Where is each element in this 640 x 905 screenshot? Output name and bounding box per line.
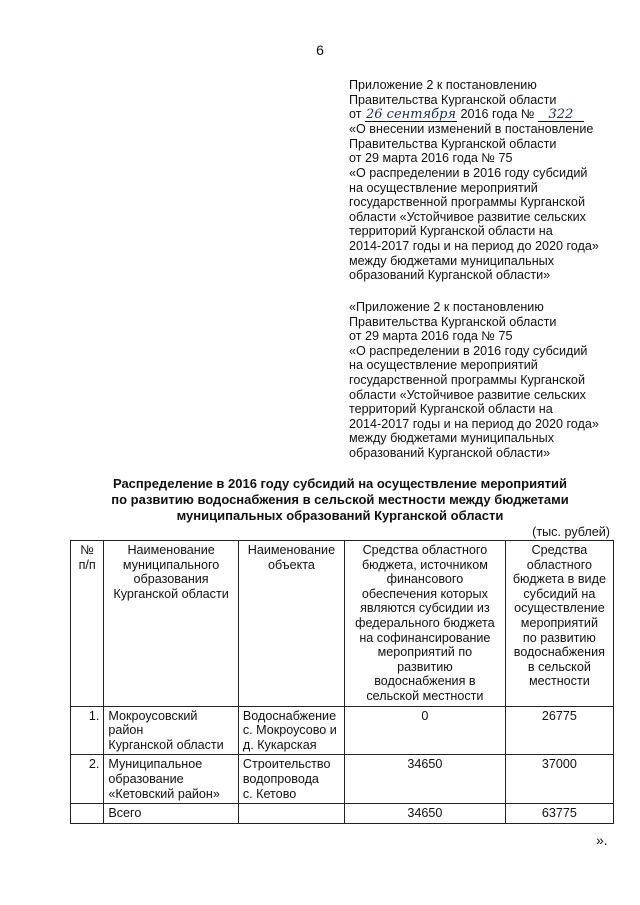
date-prefix: от: [349, 107, 362, 122]
cell-line: «Кетовский район»: [108, 786, 220, 801]
header-line: на софинансирование: [359, 630, 491, 645]
total-regional-value: 63775: [505, 804, 613, 824]
header-line: муниципального: [122, 557, 220, 572]
table-row: [71, 706, 614, 755]
heading-line: муниципальных образований Курганской области: [176, 508, 504, 523]
header-line: мероприятий по: [377, 645, 473, 660]
heading-line: по развитию водоснабжения в сельской местности между бюджетами: [111, 492, 569, 507]
header-line: Наименование: [127, 543, 215, 557]
closing-quote-mark: ».: [596, 832, 608, 848]
header-line: осуществление: [514, 601, 605, 616]
appendix-line: на осуществление мероприятий: [349, 180, 538, 195]
heading-line: Распределение в 2016 году субсидий на осуществление мероприятий: [112, 476, 568, 491]
handwritten-date: 26 сентября: [365, 107, 456, 123]
row-municipality: [104, 706, 238, 755]
header-line: финансового: [386, 572, 464, 587]
header-line: Наименование: [247, 543, 336, 557]
table-heading: [60, 476, 620, 524]
row-number: 1.: [71, 706, 104, 755]
appendix-line: 2014-2017 годы и на период до 2020 года»: [349, 238, 599, 253]
appendix-line: области «Устойчивое развитие сельских: [349, 209, 586, 224]
header-line: образования: [133, 572, 209, 587]
header-line: объекта: [267, 557, 315, 572]
handwritten-number: 322: [538, 108, 584, 122]
units-label: (тыс. рублей): [532, 525, 610, 539]
appendix-line: от 29 марта 2016 года № 75: [349, 329, 513, 344]
cell-line: Строительство: [242, 757, 331, 772]
total-object-cell: [238, 804, 344, 824]
row-municipality: [104, 755, 238, 804]
cell-line: с. Мокроусово и: [242, 723, 337, 738]
row-object: [238, 706, 344, 755]
row-regional-value: 37000: [505, 755, 613, 804]
header-line: водоснабжения в: [374, 674, 476, 689]
appendix-line: Правительства Курганской области: [349, 92, 557, 107]
header-line: областного: [526, 557, 593, 572]
appendix-line: на осуществление мероприятий: [349, 358, 538, 373]
appendix-line: территорий Курганской области на: [349, 402, 553, 417]
cell-line: д. Кукарская: [242, 737, 317, 752]
cell-line: водопровода: [242, 771, 319, 786]
header-line: развитию: [397, 659, 453, 674]
header-line: местности: [528, 674, 590, 689]
appendix-line: «Приложение 2 к постановлению: [349, 300, 544, 314]
header-line: Курганской области: [113, 586, 229, 601]
header-cell-municipality: [104, 541, 238, 707]
row-number: 2.: [71, 755, 104, 804]
total-federal-value: 34650: [345, 804, 506, 824]
appendix-line: «О распределении в 2016 году субсидий: [349, 343, 588, 358]
cell-line: Курганской области: [108, 737, 224, 752]
header-line: водоснабжения: [513, 645, 605, 660]
appendix-line: Правительства Курганской области: [349, 136, 557, 151]
header-line: бюджета в виде: [512, 572, 606, 587]
appendix-line: образований Курганской области»: [349, 445, 551, 460]
appendix-line: государственной программы Курганской: [349, 372, 585, 387]
cell-line: Муниципальное: [108, 757, 203, 772]
cell-line: Мокроусовский район: [108, 708, 198, 738]
appendix-line: образований Курганской области»: [349, 268, 551, 283]
appendix-line: государственной программы Курганской: [349, 195, 585, 210]
appendix-block-current: [349, 78, 629, 283]
header-line: являются субсидии из: [360, 601, 490, 616]
appendix-line: Правительства Курганской области: [349, 314, 557, 329]
subsidy-table: [70, 540, 614, 824]
header-line: Средства: [531, 543, 588, 557]
header-line: бюджета, источником: [361, 557, 488, 572]
header-cell-regional-funds: [505, 541, 613, 707]
cell-line: образование: [108, 771, 184, 786]
appendix-block-original: [349, 300, 629, 461]
header-line: Средства областного: [362, 543, 488, 557]
appendix-line: от 29 марта 2016 года № 75: [349, 151, 513, 166]
header-cell-number: [71, 541, 104, 707]
appendix-date-line: [349, 107, 629, 122]
header-line: по развитию: [522, 630, 596, 645]
appendix-line: «О распределении в 2016 году субсидий: [349, 165, 588, 180]
header-line: мероприятий: [520, 615, 598, 630]
page-number: 6: [316, 42, 324, 58]
table-header-row: [71, 541, 614, 707]
header-line: федерального бюджета: [355, 615, 495, 630]
header-line: субсидий на: [523, 586, 596, 601]
appendix-line: области «Устойчивое развитие сельских: [349, 387, 586, 402]
appendix-line: между бюджетами муниципальных: [349, 253, 555, 268]
table-total-row: [71, 804, 614, 824]
header-line: в сельской: [527, 659, 591, 674]
total-label: Всего: [104, 804, 238, 824]
row-regional-value: 26775: [505, 706, 613, 755]
appendix-line: территорий Курганской области на: [349, 224, 553, 239]
total-number-cell: [71, 804, 104, 824]
row-federal-value: 34650: [345, 755, 506, 804]
header-line: п/п: [78, 557, 96, 572]
appendix-line: «О внесении изменений в постановление: [349, 122, 594, 137]
header-cell-federal-funds: [345, 541, 506, 707]
row-federal-value: 0: [345, 706, 506, 755]
cell-line: с. Кетово: [242, 786, 297, 801]
cell-line: Водоснабжение: [242, 708, 337, 723]
row-object: [238, 755, 344, 804]
header-line: обеспечения которых: [361, 586, 488, 601]
header-line: сельской местности: [366, 688, 484, 703]
appendix-line: между бюджетами муниципальных: [349, 431, 555, 446]
appendix-line: 2014-2017 годы и на период до 2020 года»: [349, 416, 599, 431]
appendix-line: Приложение 2 к постановлению: [349, 78, 537, 92]
header-cell-object: [238, 541, 344, 707]
table-row: [71, 755, 614, 804]
header-line: №: [80, 543, 94, 557]
date-middle: 2016 года №: [460, 107, 535, 122]
